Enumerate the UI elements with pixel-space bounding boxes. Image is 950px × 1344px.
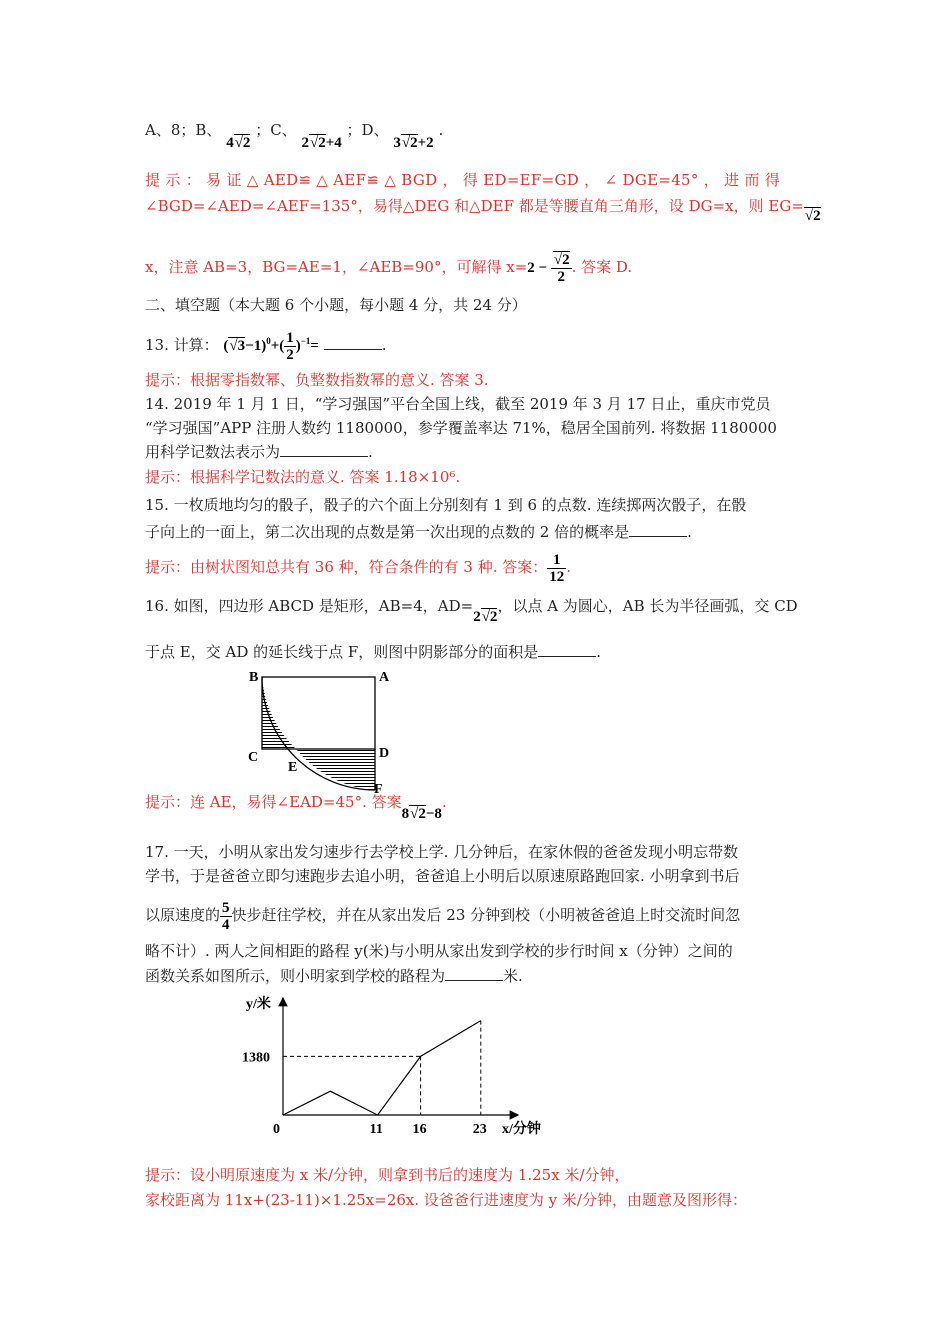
q17-line4: 略不计）. 两人之间相距的路程 y(米)与小明从家出发到学校的步行时间 x（分钟）之间的 — [145, 942, 733, 960]
q16-answer-blank — [538, 642, 596, 657]
q16-label-c: C — [248, 750, 259, 765]
q16-ad-value: 2√2 — [473, 609, 498, 625]
q17-line1: 17. 一天，小明从家出发匀速步行去学校上学. 几分钟后，在家休假的爸爸发现小明忘带数 — [145, 843, 739, 861]
q12-option-b: 4√2 — [226, 135, 251, 151]
q14-line3: 用科学记数法表示为 . — [145, 443, 373, 461]
q17-line3: 以原速度的 $\frac{5}{4}$ 快步赶往学校，并在从家出发后 23 分钟到校（小明被爸爸追上时交流时间忽 — [145, 900, 741, 933]
q17-x-tick-23: 23 — [472, 1122, 487, 1137]
q14-line2: “学习强国”APP 注册人数约 1180000，参学覆盖率达 71%，稳居全国前列. 将数据 1180000 — [145, 419, 777, 437]
q17-x-tick-0: 0 — [273, 1122, 280, 1137]
q12-hint-line3: x，注意 AB=3，BG=AE=1，∠AEB=90°，可解得 x=2 − $\frac{√2}{2}$ . 答案 D. — [145, 252, 633, 285]
q15-line2: 子向上的一面上，第二次出现的点数是第一次出现的点数的 2 倍的概率是 . — [145, 523, 692, 541]
q17-line2: 学书，于是爸爸立即匀速跑步去追小明，爸爸追上小明后以原速原路跑回家. 小明拿到书后 — [145, 867, 740, 885]
q16-label-f: F — [374, 782, 383, 795]
q17-series-line — [283, 1021, 481, 1115]
q17-x-tick-11: 11 — [369, 1122, 383, 1137]
q12-hint-math-sqrt2: √2 — [804, 208, 821, 224]
section2-title: 二、填空题（本大题 6 个小题，每小题 4 分，共 24 分） — [145, 296, 527, 314]
q16-hint-answer: 8√2−8 — [401, 806, 442, 822]
q16-hint: 提示：连 AE，易得∠EAD=45°. 答案8√2−8. — [145, 793, 447, 822]
q12-hint-math-answer: 2 − $\frac{√2}{2}$ — [527, 252, 570, 285]
q13-expression: $(√3-1)^0+$( $\frac{1}{2}$ )$^{-1}$= — [223, 330, 319, 363]
q17-x-tick-16: 16 — [412, 1122, 427, 1137]
q15-hint-fraction: $\frac{1}{12}$ — [549, 552, 565, 585]
q15-line1: 15. 一枚质地均匀的骰子，骰子的六个面上分别刻有 1 到 6 的点数. 连续掷两次骰子，在骰 — [145, 496, 747, 514]
q14-answer-blank — [280, 442, 368, 457]
q17-y-axis-label: y/米 — [246, 997, 271, 1012]
q17-hint-line1: 提示：设小明原速度为 x 米/分钟，则拿到书后的速度为 1.25x 米/分钟， — [145, 1166, 630, 1184]
q14-line1: 14. 2019 年 1 月 1 日，“学习强国”平台全国上线，截至 2019 年 3 月 17 日止，重庆市党员 — [145, 395, 771, 413]
q16-line2: 于点 E，交 AD 的延长线于点 F，则图中阴影部分的面积是 . — [145, 643, 602, 661]
q15-answer-blank — [629, 522, 687, 537]
q16-shaded-region-1 — [262, 677, 296, 749]
q17-hint-line2: 家校距离为 11x+(23-11)×1.25x=26x. 设爸爸行进速度为 y 米/分钟，由题意及图形得： — [145, 1191, 747, 1209]
q12-option-d: 3√2+2 — [393, 135, 434, 151]
q13-hint: 提示：根据零指数幂、负整数指数幂的意义. 答案 3. — [145, 371, 489, 389]
q16-label-e: E — [288, 760, 298, 775]
q13-answer-blank — [324, 335, 382, 350]
q12-options: A、8；B、 4√2 ；C、 2√2+4 ；D、 3√2+2 . — [145, 121, 444, 151]
q17-answer-blank — [445, 966, 503, 981]
q17-chart — [240, 990, 560, 1140]
q15-hint: 提示：由树状图知总共有 36 种，符合条件的有 3 种. 答案： $\frac{1}{12}$ . — [145, 552, 572, 585]
q16-label-d: D — [379, 746, 390, 761]
q17-line5: 函数关系如图所示，则小明家到学校的路程为 米. — [145, 967, 523, 985]
q12-option-c: 2√2+4 — [301, 135, 342, 151]
q17-x-axis-label: x/分钟 — [502, 1122, 541, 1137]
q16-label-a: A — [379, 670, 390, 685]
q17-fraction: $\frac{5}{4}$ — [222, 900, 230, 933]
q13-question: 13. 计算： $(√3-1)^0+$( $\frac{1}{2}$ )$^{-1}$= . — [145, 330, 387, 363]
q12-hint-line2: ∠BGD=∠AED=∠AEF=135°，易得△DEG 和△DEF 都是等腰直角三角形，设 DG=x，则 EG=√2 — [145, 197, 821, 224]
q16-figure — [240, 665, 400, 795]
q12-option-a: A、8；B、 — [145, 121, 222, 139]
q14-hint: 提示：根据科学记数法的意义. 答案 1.18×10⁶. — [145, 468, 461, 486]
q16-shaded-region-2 — [296, 749, 375, 790]
q16-label-b: B — [249, 670, 259, 685]
q17-y-tick-1380: 1380 — [242, 1050, 270, 1066]
q12-hint-line1: 提 示 ： 易 证 △ AED≌ △ AEF≌ △ BGD ， 得 ED=EF=GD ， ∠ DGE=45° ， 进 而 得 — [145, 171, 781, 189]
q16-line1: 16. 如图，四边形 ABCD 是矩形，AB=4，AD=2√2，以点 A 为圆心，AB 长为半径画弧，交 CD — [145, 597, 798, 625]
